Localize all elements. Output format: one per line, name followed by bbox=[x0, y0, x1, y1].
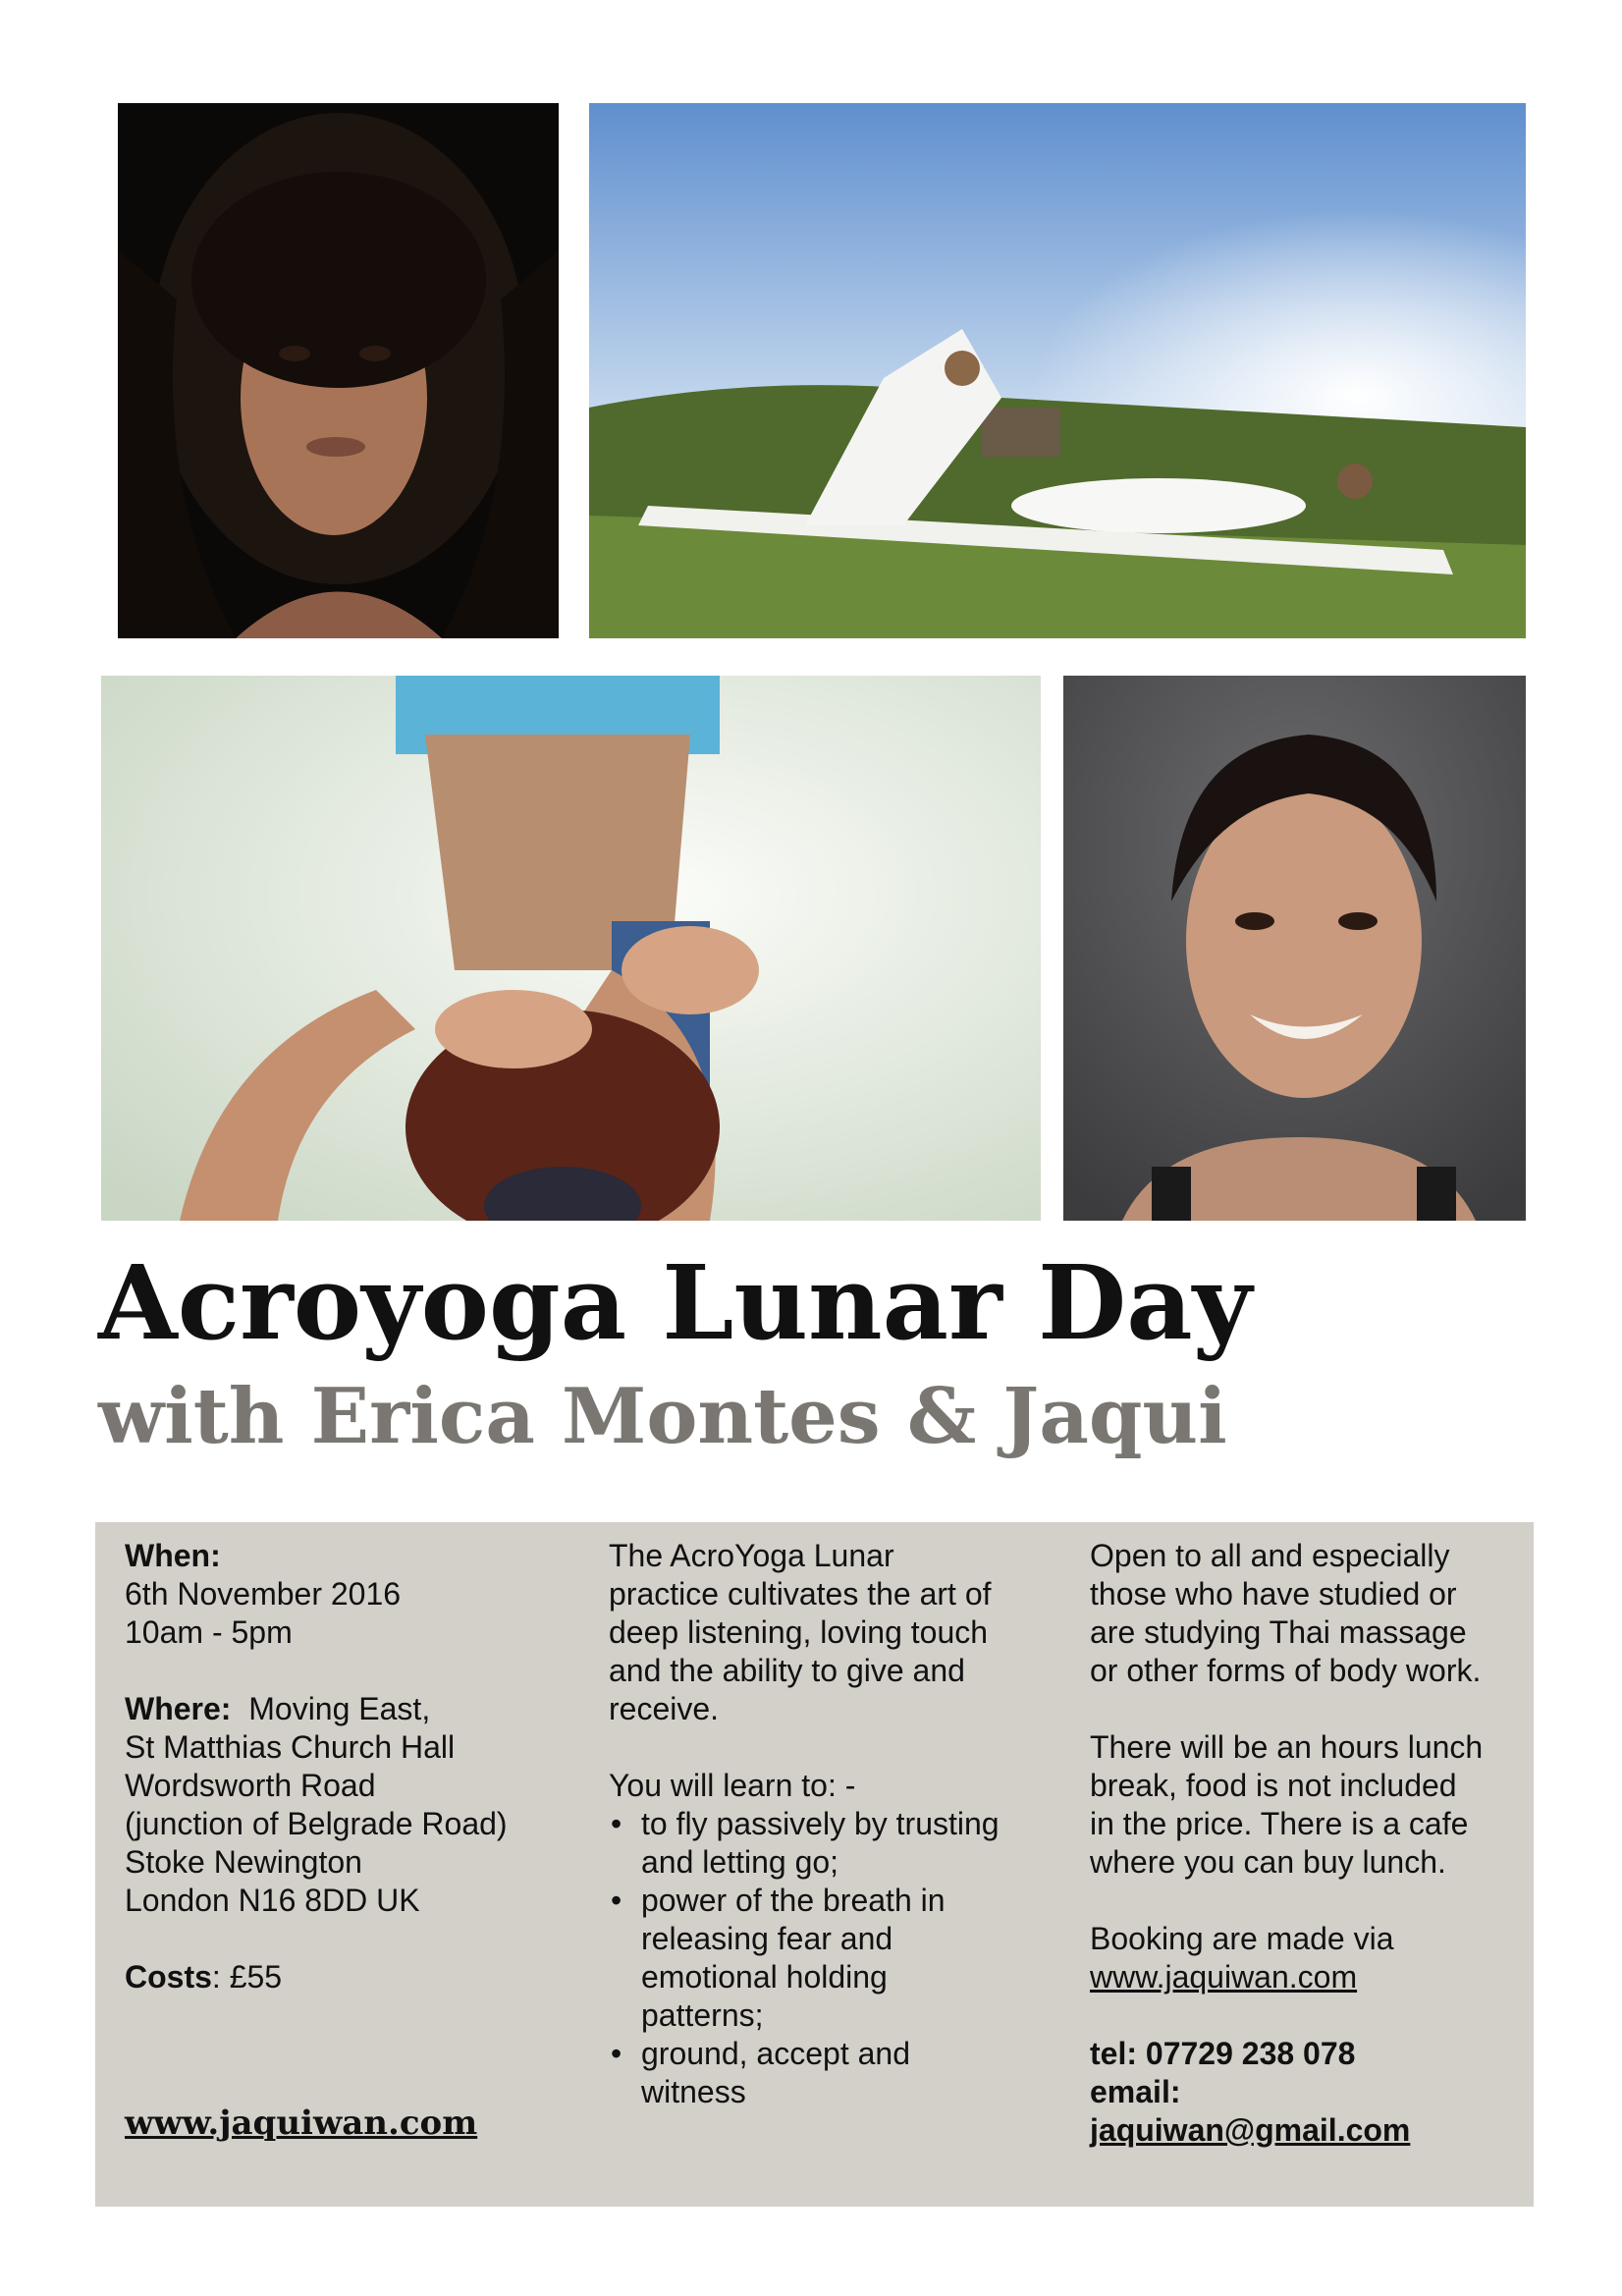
address-line: Wordsworth Road bbox=[125, 1768, 376, 1803]
open-line: are studying Thai massage bbox=[1090, 1614, 1467, 1650]
address-line: London N16 8DD UK bbox=[125, 1883, 420, 1918]
website-link-footer[interactable]: www.jaquiwan.com bbox=[125, 2104, 478, 2143]
learn-label: You will learn to: - bbox=[609, 1768, 856, 1803]
address-line: St Matthias Church Hall bbox=[125, 1729, 456, 1765]
thai-massage-outdoor-photo bbox=[589, 103, 1526, 638]
address-line: (junction of Belgrade Road) bbox=[125, 1806, 508, 1841]
bullet-continuation: releasing fear and bbox=[641, 1921, 893, 1956]
intro-line: practice cultivates the art of bbox=[609, 1576, 992, 1612]
info-column bbox=[1090, 1537, 1522, 2150]
event-date: 6th November 2016 bbox=[125, 1576, 402, 1612]
intro-line: receive. bbox=[609, 1691, 720, 1726]
lunch-line: in the price. There is a cafe bbox=[1090, 1806, 1469, 1841]
costs-label: Costs bbox=[125, 1959, 212, 1995]
practice-column bbox=[609, 1537, 1051, 2111]
page-title: Acroyoga Lunar Day bbox=[98, 1242, 1253, 1363]
booking-link[interactable]: www.jaquiwan.com bbox=[1090, 1959, 1358, 1995]
intro-line: The AcroYoga Lunar bbox=[609, 1538, 894, 1573]
info-panel bbox=[95, 1522, 1534, 2207]
lunch-line: There will be an hours lunch bbox=[1090, 1729, 1484, 1765]
portrait-erica-photo bbox=[118, 103, 559, 638]
open-line: or other forms of body work. bbox=[1090, 1653, 1482, 1688]
acroyoga-neck-massage-photo bbox=[101, 676, 1041, 1221]
booking-line: Booking are made via bbox=[1090, 1921, 1394, 1956]
lunch-line: break, food is not included bbox=[1090, 1768, 1457, 1803]
bullet-item: • ground, accept and bbox=[609, 2035, 1051, 2073]
intro-line: and the ability to give and bbox=[609, 1653, 965, 1688]
intro-line: deep listening, loving touch bbox=[609, 1614, 989, 1650]
email-link[interactable]: jaquiwan@gmail.com bbox=[1090, 2112, 1411, 2148]
bullet-continuation: and letting go; bbox=[641, 1844, 839, 1880]
where-label: Where: bbox=[125, 1691, 232, 1726]
event-time: 10am - 5pm bbox=[125, 1614, 293, 1650]
phone-number: tel: 07729 238 078 bbox=[1090, 2036, 1356, 2071]
bullet-continuation: emotional holding bbox=[641, 1959, 888, 1995]
bullet-continuation: patterns; bbox=[641, 1997, 764, 2033]
when-label: When: bbox=[125, 1538, 221, 1573]
bullet-continuation: witness bbox=[641, 2074, 746, 2109]
lunch-line: where you can buy lunch. bbox=[1090, 1844, 1446, 1880]
portrait-jaqui-photo bbox=[1063, 676, 1526, 1221]
costs-value: : £55 bbox=[211, 1959, 283, 1995]
address-line: Stoke Newington bbox=[125, 1844, 362, 1880]
open-line: Open to all and especially bbox=[1090, 1538, 1450, 1573]
address-line: Moving East, bbox=[248, 1691, 431, 1726]
bullet-item: • to fly passively by trusting bbox=[609, 1805, 1051, 1843]
details-column bbox=[125, 1537, 557, 1996]
bullet-item: • power of the breath in bbox=[609, 1882, 1051, 1920]
open-line: those who have studied or bbox=[1090, 1576, 1457, 1612]
email-label: email: bbox=[1090, 2074, 1181, 2109]
page-subtitle: with Erica Montes & Jaqui bbox=[98, 1372, 1227, 1461]
